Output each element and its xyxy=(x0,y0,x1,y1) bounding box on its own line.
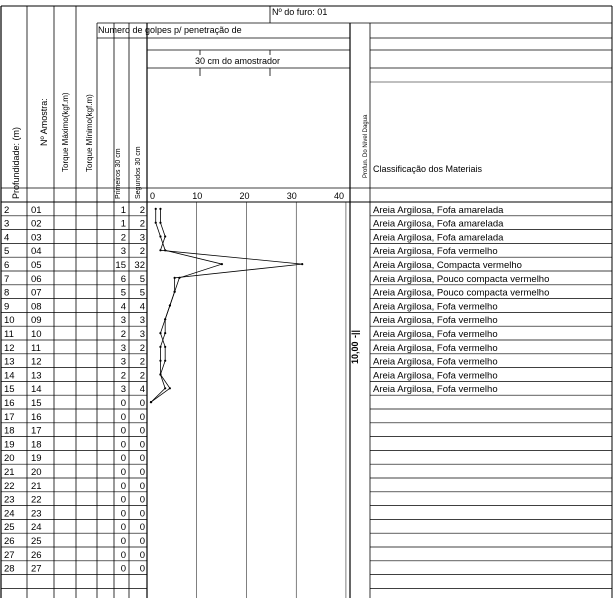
segundos-cell: 4 xyxy=(139,384,145,396)
series-line-1 xyxy=(151,209,222,402)
primeiros-cell: 0 xyxy=(120,439,126,451)
golpes-title: Numero de golpes p/ penetração de xyxy=(98,25,242,35)
data-point xyxy=(164,387,166,389)
sample-cell: 10 xyxy=(31,329,42,340)
primeiros-cell: 2 xyxy=(120,329,126,340)
primeiros-cell: 3 xyxy=(120,384,126,396)
sample-cell: 01 xyxy=(31,204,42,216)
material-cell: Areia Argilosa, Fofa vermelho xyxy=(373,342,498,354)
depth-cell: 10 xyxy=(4,315,15,327)
primeiros-cell: 3 xyxy=(120,342,126,354)
depth-cell: 13 xyxy=(4,356,15,368)
sample-cell: 02 xyxy=(31,218,42,230)
sample-cell: 15 xyxy=(31,398,42,409)
material-cell: Areia Argilosa, Fofa vermelho xyxy=(373,301,498,313)
depth-cell: 16 xyxy=(4,398,15,409)
sample-cell: 16 xyxy=(31,411,42,423)
data-point xyxy=(164,318,166,320)
profundidade-header: Profundidade: (m) xyxy=(11,126,21,199)
data-point xyxy=(159,222,161,224)
material-cell: Areia Argilosa, Fofa vermelho xyxy=(373,315,498,327)
primeiros-cell: 0 xyxy=(120,522,126,534)
tick-label: 10 xyxy=(192,191,203,201)
sample-cell: 27 xyxy=(31,563,42,575)
sample-cell: 19 xyxy=(31,453,42,465)
primeiros-cell: 0 xyxy=(120,480,126,492)
depth-cell: 6 xyxy=(4,260,10,271)
primeiros-cell: 15 xyxy=(115,260,126,271)
segundos-cell: 3 xyxy=(139,232,145,244)
primeiros-cell: 2 xyxy=(120,232,126,244)
segundos-cell: 2 xyxy=(139,218,145,230)
primeiros-header: Primeiros 30 cm xyxy=(115,148,122,199)
segundos-cell: 32 xyxy=(134,260,145,271)
primeiros-cell: 0 xyxy=(120,549,126,561)
primeiros-cell: 0 xyxy=(120,398,126,409)
primeiros-cell: 4 xyxy=(120,301,126,313)
data-point xyxy=(164,235,166,237)
data-point xyxy=(164,346,166,348)
depth-cell: 20 xyxy=(4,453,15,465)
data-point xyxy=(221,263,223,265)
segundos-cell: 3 xyxy=(139,329,145,340)
material-cell: Areia Argilosa, Fofa vermelho xyxy=(373,370,498,382)
segundos-cell: 2 xyxy=(139,246,145,258)
segundos-cell: 0 xyxy=(139,467,145,478)
data-point xyxy=(155,208,157,210)
primeiros-cell: 1 xyxy=(120,204,126,216)
sample-cell: 14 xyxy=(31,384,42,396)
data-point xyxy=(164,332,166,334)
depth-cell: 23 xyxy=(4,494,15,506)
tick-label: 40 xyxy=(334,191,345,201)
sample-cell: 23 xyxy=(31,508,42,520)
data-point xyxy=(159,373,161,375)
data-point xyxy=(164,360,166,362)
segundos-cell: 3 xyxy=(139,315,145,327)
furo-label: Nº do furo: 01 xyxy=(272,7,328,17)
sample-cell: 24 xyxy=(31,522,42,534)
sample-cell: 26 xyxy=(31,549,42,561)
sample-cell: 11 xyxy=(31,342,41,354)
sample-cell: 08 xyxy=(31,301,42,313)
primeiros-cell: 0 xyxy=(120,467,126,478)
primeiros-cell: 0 xyxy=(120,425,126,437)
segundos-cell: 0 xyxy=(139,411,145,423)
tick-label: 20 xyxy=(239,191,250,201)
data-point xyxy=(301,263,303,265)
data-point xyxy=(159,208,161,210)
depth-cell: 3 xyxy=(4,218,10,230)
depth-cell: 22 xyxy=(4,480,15,492)
sample-cell: 18 xyxy=(31,439,42,451)
sample-cell: 04 xyxy=(31,246,42,258)
depth-cell: 25 xyxy=(4,522,15,534)
segundos-cell: 0 xyxy=(139,398,145,409)
tick-label: 0 xyxy=(150,191,156,201)
segundos-cell: 4 xyxy=(139,301,145,313)
sample-cell: 05 xyxy=(31,260,42,271)
material-cell: Areia Argilosa, Fofa vermelho xyxy=(373,246,498,258)
sample-cell: 20 xyxy=(31,467,42,478)
depth-cell: 12 xyxy=(4,342,15,354)
sample-cell: 03 xyxy=(31,232,42,244)
data-point xyxy=(169,387,171,389)
material-cell: Areia Argilosa, Pouco compacta vermelho xyxy=(373,287,550,299)
segundos-cell: 2 xyxy=(139,204,145,216)
sample-cell: 13 xyxy=(31,370,42,382)
sample-cell: 09 xyxy=(31,315,42,327)
classificacao-header: Classificação dos Materiais xyxy=(373,164,483,174)
data-point xyxy=(159,360,161,362)
material-cell: Areia Argilosa, Pouco compacta vermelho xyxy=(373,273,550,285)
water-level-value: 10,00 xyxy=(350,341,360,364)
primeiros-cell: 0 xyxy=(120,508,126,520)
primeiros-cell: 3 xyxy=(120,315,126,327)
primeiros-cell: 2 xyxy=(120,370,126,382)
primeiros-cell: 0 xyxy=(120,453,126,465)
sample-cell: 12 xyxy=(31,356,42,368)
segundos-header: Segundos 30 cm xyxy=(135,146,142,199)
water-level-marker xyxy=(350,330,360,364)
material-cell: Areia Argilosa, Fofa amarelada xyxy=(373,232,504,244)
water-level-symbol: -|| xyxy=(350,329,360,338)
sample-cell: 06 xyxy=(31,273,42,285)
depth-cell: 9 xyxy=(4,301,10,313)
data-point xyxy=(155,222,157,224)
nivel-agua-header: Profun. Do Nível Dagua xyxy=(363,114,369,178)
segundos-cell: 5 xyxy=(139,287,145,299)
sample-cell: 22 xyxy=(31,494,42,506)
torque-min-header: Torque Mínimo(kgf.m) xyxy=(85,94,94,172)
material-cell: Areia Argilosa, Fofa vermelho xyxy=(373,356,498,368)
sample-cell: 17 xyxy=(31,425,42,437)
column-headers xyxy=(11,7,483,199)
depth-cell: 19 xyxy=(4,439,15,451)
segundos-cell: 0 xyxy=(139,536,145,547)
sample-cell: 25 xyxy=(31,536,42,547)
material-cell: Areia Argilosa, Fofa vermelho xyxy=(373,384,498,396)
amostrador-label: 30 cm do amostrador xyxy=(195,56,281,66)
material-cell: Areia Argilosa, Fofa amarelada xyxy=(373,218,504,230)
segundos-cell: 0 xyxy=(139,480,145,492)
data-point xyxy=(159,249,161,251)
data-point xyxy=(174,291,176,293)
series-line-2 xyxy=(151,209,302,402)
depth-cell: 8 xyxy=(4,287,10,299)
segundos-cell: 0 xyxy=(139,522,145,534)
depth-cell: 17 xyxy=(4,411,15,423)
primeiros-cell: 1 xyxy=(120,218,126,230)
segundos-cell: 0 xyxy=(139,494,145,506)
material-cell: Areia Argilosa, Fofa amarelada xyxy=(373,204,504,216)
depth-cell: 26 xyxy=(4,536,15,547)
depth-cell: 15 xyxy=(4,384,15,396)
primeiros-cell: 0 xyxy=(120,536,126,547)
data-point xyxy=(159,332,161,334)
material-cell: Areia Argilosa, Fofa vermelho xyxy=(373,329,498,340)
depth-cell: 18 xyxy=(4,425,15,437)
segundos-cell: 2 xyxy=(139,342,145,354)
axis-ticks xyxy=(150,191,344,201)
data-point xyxy=(150,401,152,403)
primeiros-cell: 5 xyxy=(120,287,126,299)
depth-cell: 24 xyxy=(4,508,15,520)
tick-label: 30 xyxy=(286,191,297,201)
segundos-cell: 0 xyxy=(139,453,145,465)
data-point xyxy=(159,235,161,237)
sample-cell: 21 xyxy=(31,480,42,492)
material-cell: Areia Argilosa, Compacta vermelho xyxy=(373,260,522,271)
segundos-cell: 0 xyxy=(139,425,145,437)
amostra-header: Nº Amostra: xyxy=(39,98,49,146)
segundos-cell: 5 xyxy=(139,273,145,285)
primeiros-cell: 3 xyxy=(120,356,126,368)
data-point xyxy=(174,277,176,279)
segundos-cell: 0 xyxy=(139,549,145,561)
segundos-cell: 2 xyxy=(139,356,145,368)
primeiros-cell: 6 xyxy=(120,273,126,285)
torque-max-header: Torque Máximo(kgf.m) xyxy=(61,92,70,172)
primeiros-cell: 0 xyxy=(120,494,126,506)
depth-cell: 27 xyxy=(4,549,15,561)
primeiros-cell: 3 xyxy=(120,246,126,258)
primeiros-cell: 0 xyxy=(120,411,126,423)
depth-cell: 5 xyxy=(4,246,10,258)
depth-cell: 28 xyxy=(4,563,15,575)
segundos-cell: 2 xyxy=(139,370,145,382)
depth-cell: 11 xyxy=(4,329,14,340)
blow-count-plot xyxy=(150,208,303,403)
data-point xyxy=(159,346,161,348)
segundos-cell: 0 xyxy=(139,563,145,575)
depth-cell: 4 xyxy=(4,232,10,244)
segundos-cell: 0 xyxy=(139,508,145,520)
depth-cell: 7 xyxy=(4,273,10,285)
depth-cell: 21 xyxy=(4,467,15,478)
depth-cell: 2 xyxy=(4,204,10,216)
sample-cell: 07 xyxy=(31,287,42,299)
segundos-cell: 0 xyxy=(139,439,145,451)
primeiros-cell: 0 xyxy=(120,563,126,575)
depth-cell: 14 xyxy=(4,370,15,382)
data-point xyxy=(169,304,171,306)
